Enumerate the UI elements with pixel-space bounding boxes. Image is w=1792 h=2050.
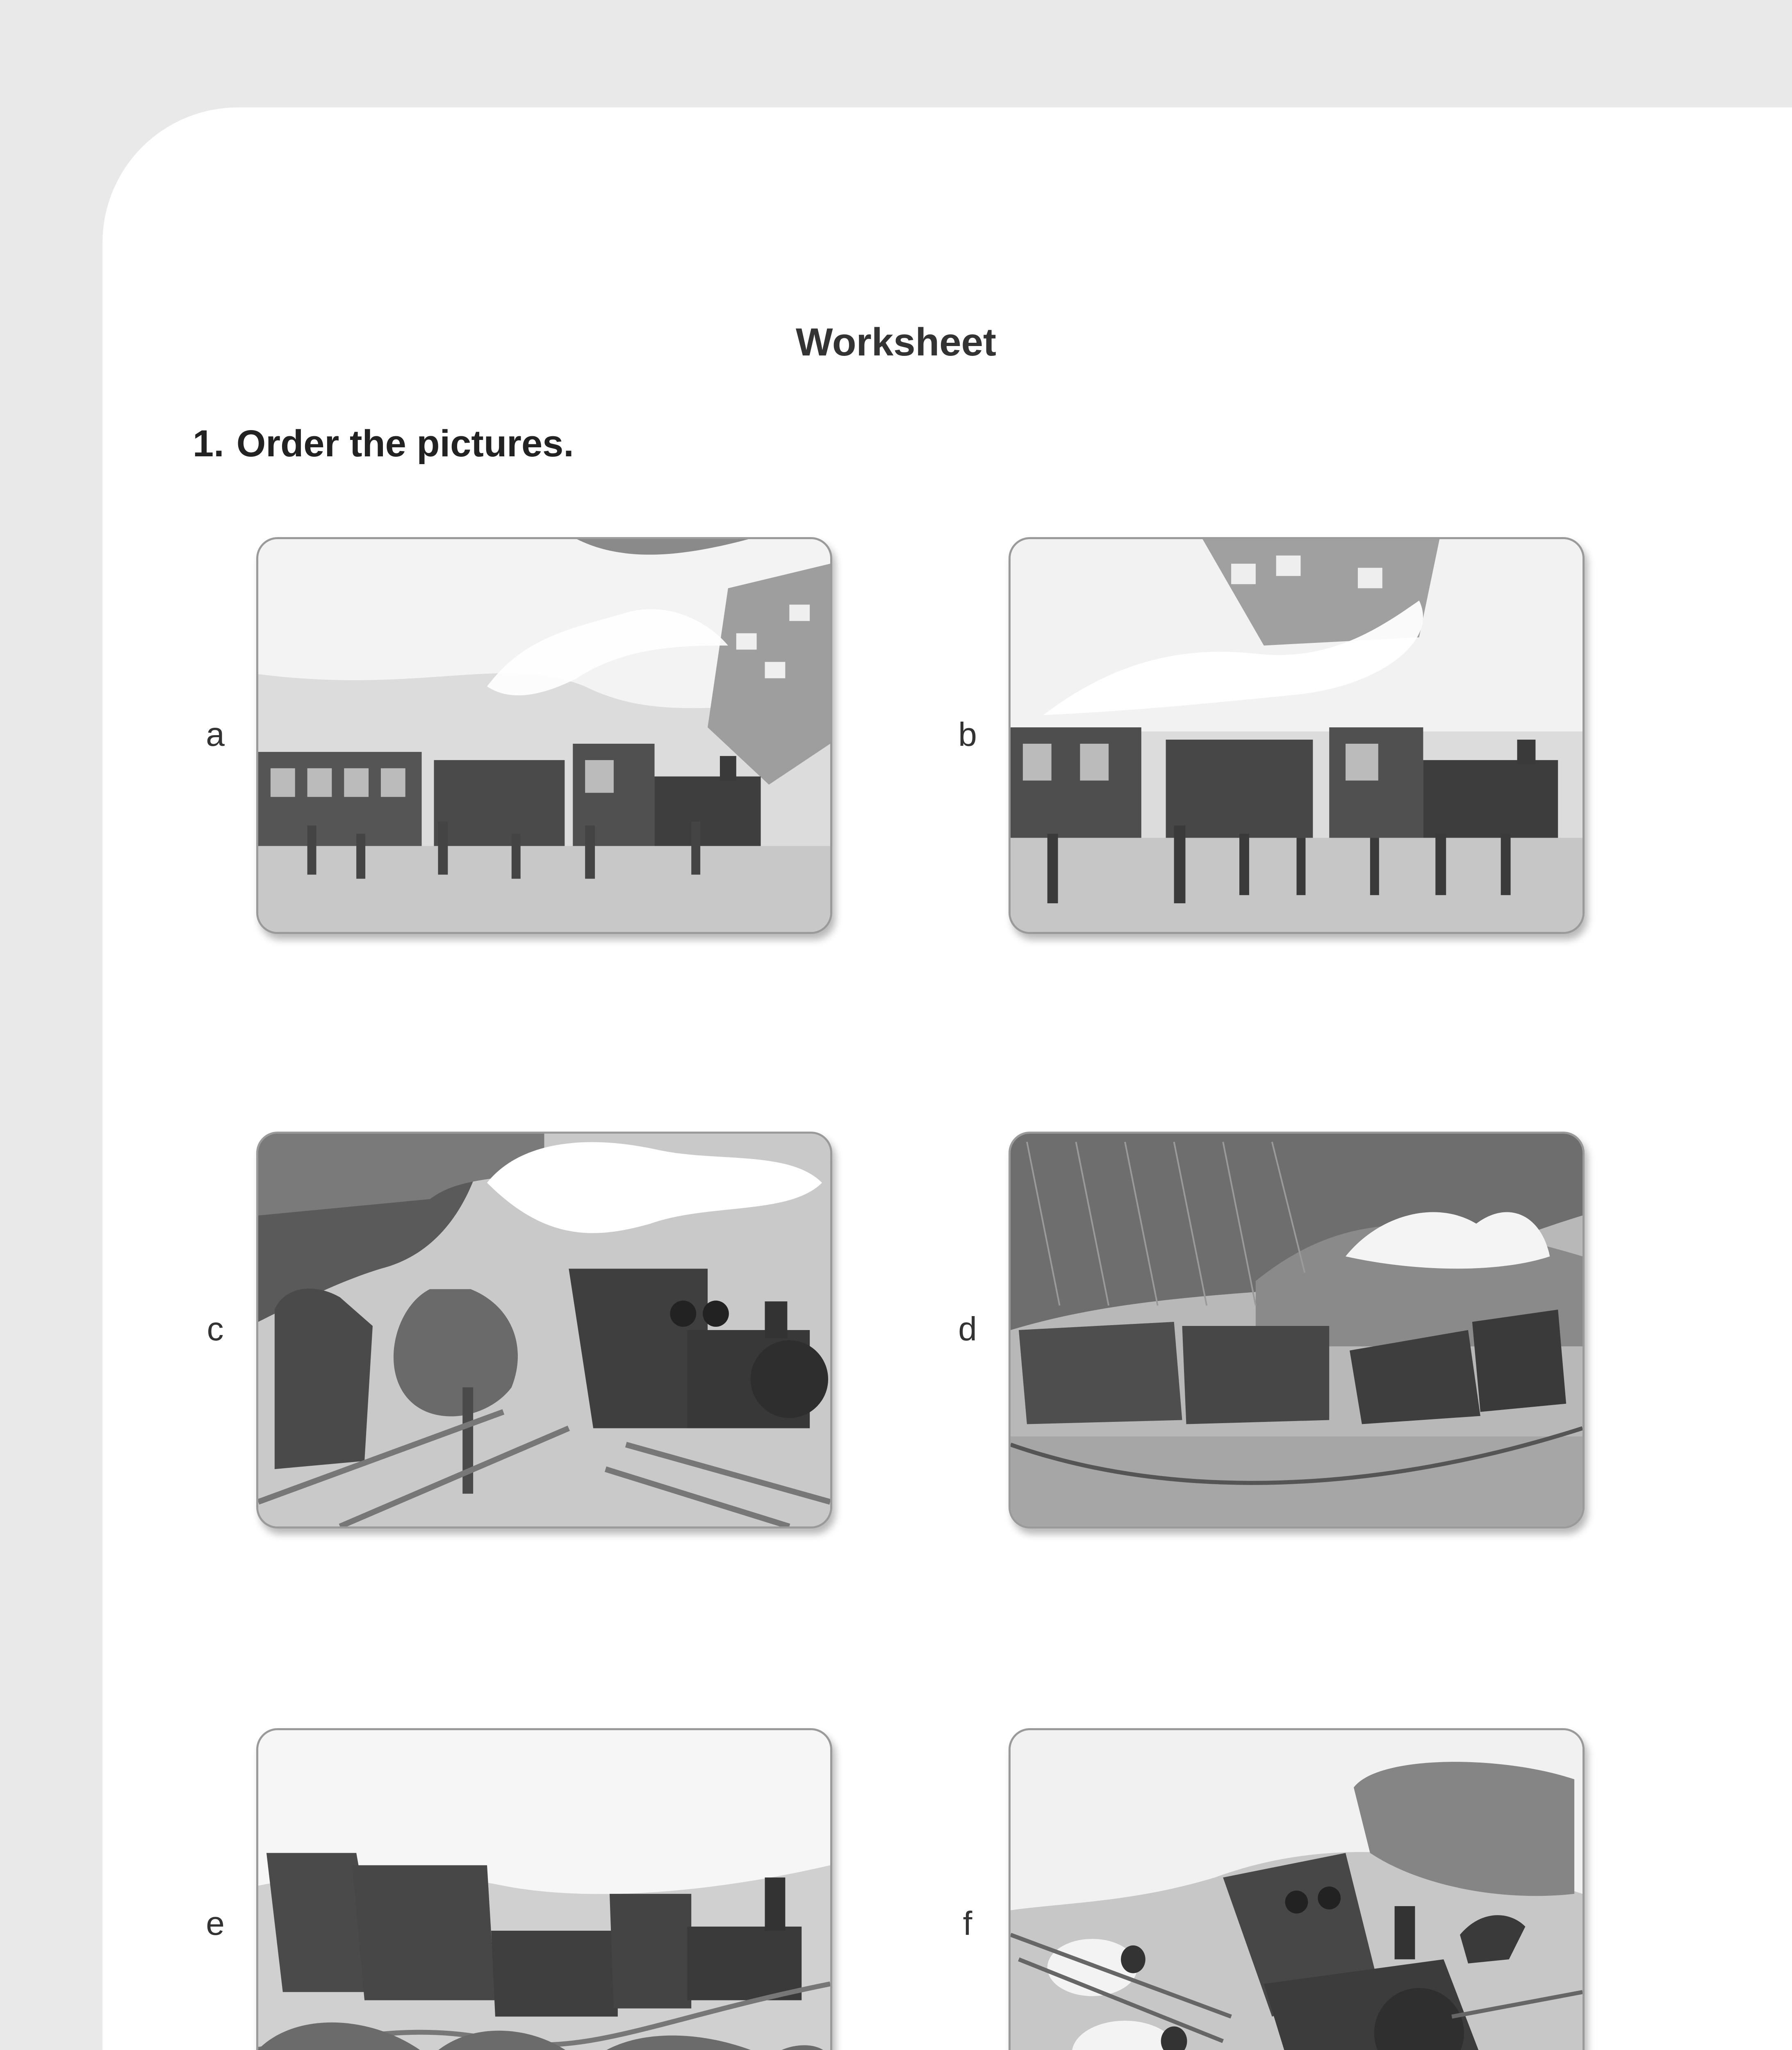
train-tunnel-icon (258, 1134, 830, 1526)
picture-letter-d: d (958, 1310, 977, 1348)
train-departing-icon (1011, 539, 1583, 932)
train-with-sheep-icon (1011, 1730, 1583, 2050)
picture-card-e (256, 1728, 832, 2050)
train-in-rain-icon (1011, 1134, 1583, 1526)
instruction-number: 1. (193, 423, 224, 465)
picture-letter-a: a (206, 716, 225, 753)
picture-letter-f: f (963, 1905, 972, 1942)
picture-card-d (1009, 1132, 1585, 1528)
picture-card-b (1009, 537, 1585, 934)
instruction (193, 422, 574, 465)
picture-card-c (256, 1132, 832, 1528)
instruction-text: Order the pictures. (236, 423, 574, 465)
picture-letter-e: e (206, 1905, 225, 1942)
page-title: Worksheet (795, 320, 997, 364)
picture-card-a (256, 537, 832, 934)
train-curve-icon (258, 1730, 830, 2050)
picture-letter-c: c (207, 1310, 224, 1348)
picture-letter-b: b (958, 716, 977, 753)
train-at-station-icon (258, 539, 830, 932)
picture-card-f (1009, 1728, 1585, 2050)
